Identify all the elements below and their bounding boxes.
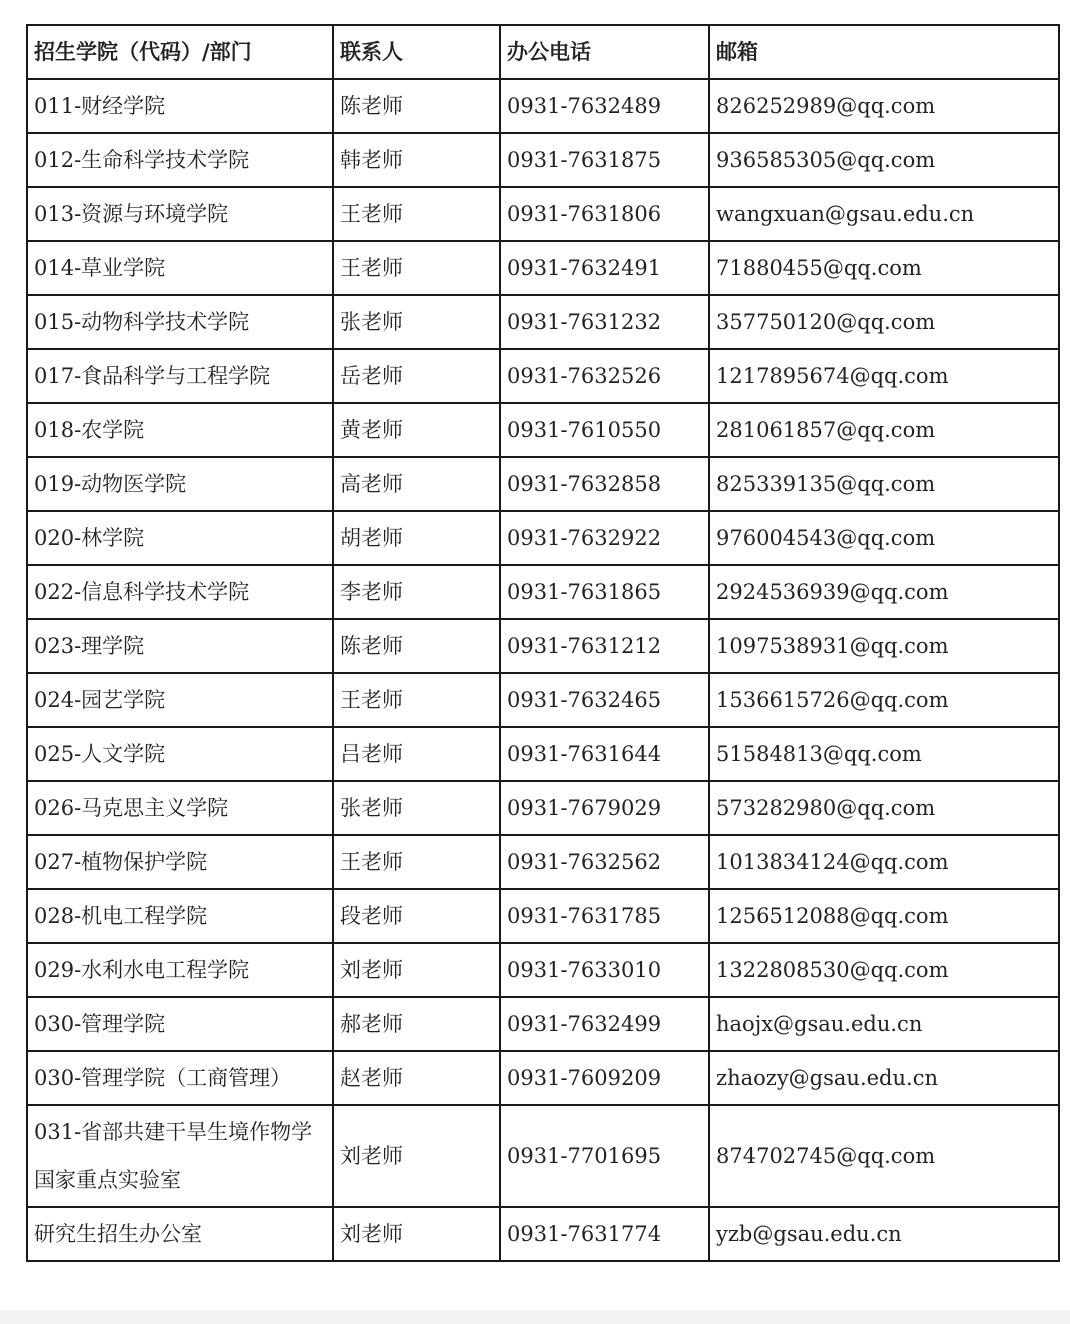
email-cell: 1097538931@qq.com (709, 619, 1059, 673)
contact-cell: 韩老师 (333, 133, 500, 187)
header-contact: 联系人 (333, 25, 500, 79)
contact-cell: 高老师 (333, 457, 500, 511)
dept-cell: 025-人文学院 (27, 727, 333, 781)
table-row (27, 187, 1059, 241)
table-row (27, 133, 1059, 187)
dept-cell: 026-马克思主义学院 (27, 781, 333, 835)
table-row (27, 673, 1059, 727)
table-row (27, 565, 1059, 619)
header-phone: 办公电话 (500, 25, 709, 79)
table-row (27, 79, 1059, 133)
email-cell: 573282980@qq.com (709, 781, 1059, 835)
dept-cell: 018-农学院 (27, 403, 333, 457)
dept-cell: 014-草业学院 (27, 241, 333, 295)
contacts-table (26, 24, 1060, 1262)
phone-cell: 0931-7631232 (500, 295, 709, 349)
phone-cell: 0931-7633010 (500, 943, 709, 997)
email-cell: 1217895674@qq.com (709, 349, 1059, 403)
dept-cell: 研究生招生办公室 (27, 1207, 333, 1261)
phone-cell: 0931-7610550 (500, 403, 709, 457)
contact-cell: 吕老师 (333, 727, 500, 781)
contact-cell: 王老师 (333, 673, 500, 727)
table-row (27, 457, 1059, 511)
contact-cell: 王老师 (333, 187, 500, 241)
contact-cell: 段老师 (333, 889, 500, 943)
phone-cell: 0931-7631774 (500, 1207, 709, 1261)
phone-cell: 0931-7631865 (500, 565, 709, 619)
dept-cell: 022-信息科学技术学院 (27, 565, 333, 619)
table-header-row (27, 25, 1059, 79)
email-cell: 874702745@qq.com (709, 1105, 1059, 1207)
table-row (27, 1051, 1059, 1105)
phone-cell: 0931-7632922 (500, 511, 709, 565)
table-row (27, 1105, 1059, 1207)
phone-cell: 0931-7632562 (500, 835, 709, 889)
contact-cell: 王老师 (333, 241, 500, 295)
email-cell: 281061857@qq.com (709, 403, 1059, 457)
email-cell: zhaozy@gsau.edu.cn (709, 1051, 1059, 1105)
contact-cell: 陈老师 (333, 79, 500, 133)
dept-cell: 024-园艺学院 (27, 673, 333, 727)
contact-cell: 刘老师 (333, 1207, 500, 1261)
phone-cell: 0931-7632465 (500, 673, 709, 727)
page-bottom-band (0, 1310, 1070, 1324)
email-cell: 936585305@qq.com (709, 133, 1059, 187)
dept-cell: 027-植物保护学院 (27, 835, 333, 889)
table-row (27, 295, 1059, 349)
contact-cell: 赵老师 (333, 1051, 500, 1105)
phone-cell: 0931-7632491 (500, 241, 709, 295)
table-row (27, 511, 1059, 565)
table-row (27, 889, 1059, 943)
dept-cell: 023-理学院 (27, 619, 333, 673)
table-row (27, 781, 1059, 835)
contact-cell: 张老师 (333, 781, 500, 835)
dept-cell: 011-财经学院 (27, 79, 333, 133)
email-cell: yzb@gsau.edu.cn (709, 1207, 1059, 1261)
dept-cell: 012-生命科学技术学院 (27, 133, 333, 187)
contact-cell: 黄老师 (333, 403, 500, 457)
email-cell: 1536615726@qq.com (709, 673, 1059, 727)
email-cell: 1013834124@qq.com (709, 835, 1059, 889)
phone-cell: 0931-7632858 (500, 457, 709, 511)
table-row (27, 727, 1059, 781)
phone-cell: 0931-7679029 (500, 781, 709, 835)
contact-cell: 王老师 (333, 835, 500, 889)
contact-cell: 张老师 (333, 295, 500, 349)
phone-cell: 0931-7632526 (500, 349, 709, 403)
dept-cell: 031-省部共建干旱生境作物学国家重点实验室 (27, 1105, 333, 1207)
phone-cell: 0931-7609209 (500, 1051, 709, 1105)
email-cell: 2924536939@qq.com (709, 565, 1059, 619)
table-row (27, 403, 1059, 457)
email-cell: 825339135@qq.com (709, 457, 1059, 511)
table-row (27, 349, 1059, 403)
email-cell: haojx@gsau.edu.cn (709, 997, 1059, 1051)
phone-cell: 0931-7631212 (500, 619, 709, 673)
phone-cell: 0931-7631785 (500, 889, 709, 943)
phone-cell: 0931-7701695 (500, 1105, 709, 1207)
table-row (27, 997, 1059, 1051)
phone-cell: 0931-7632499 (500, 997, 709, 1051)
contact-cell: 胡老师 (333, 511, 500, 565)
email-cell: 357750120@qq.com (709, 295, 1059, 349)
email-cell: 826252989@qq.com (709, 79, 1059, 133)
phone-cell: 0931-7631644 (500, 727, 709, 781)
contact-cell: 陈老师 (333, 619, 500, 673)
contact-cell: 刘老师 (333, 1105, 500, 1207)
email-cell: 976004543@qq.com (709, 511, 1059, 565)
table-row (27, 943, 1059, 997)
dept-cell: 030-管理学院 (27, 997, 333, 1051)
dept-cell: 019-动物医学院 (27, 457, 333, 511)
email-cell: wangxuan@gsau.edu.cn (709, 187, 1059, 241)
dept-cell: 030-管理学院（工商管理） (27, 1051, 333, 1105)
table-row (27, 619, 1059, 673)
contact-cell: 李老师 (333, 565, 500, 619)
dept-cell: 013-资源与环境学院 (27, 187, 333, 241)
header-dept: 招生学院（代码）/部门 (27, 25, 333, 79)
dept-cell: 015-动物科学技术学院 (27, 295, 333, 349)
email-cell: 71880455@qq.com (709, 241, 1059, 295)
contact-cell: 岳老师 (333, 349, 500, 403)
email-cell: 51584813@qq.com (709, 727, 1059, 781)
dept-cell: 017-食品科学与工程学院 (27, 349, 333, 403)
phone-cell: 0931-7632489 (500, 79, 709, 133)
table-row (27, 241, 1059, 295)
table-row (27, 835, 1059, 889)
table-row (27, 1207, 1059, 1261)
header-email: 邮箱 (709, 25, 1059, 79)
phone-cell: 0931-7631875 (500, 133, 709, 187)
phone-cell: 0931-7631806 (500, 187, 709, 241)
email-cell: 1256512088@qq.com (709, 889, 1059, 943)
contact-cell: 郝老师 (333, 997, 500, 1051)
dept-cell: 020-林学院 (27, 511, 333, 565)
email-cell: 1322808530@qq.com (709, 943, 1059, 997)
dept-cell: 029-水利水电工程学院 (27, 943, 333, 997)
contact-cell: 刘老师 (333, 943, 500, 997)
dept-cell: 028-机电工程学院 (27, 889, 333, 943)
